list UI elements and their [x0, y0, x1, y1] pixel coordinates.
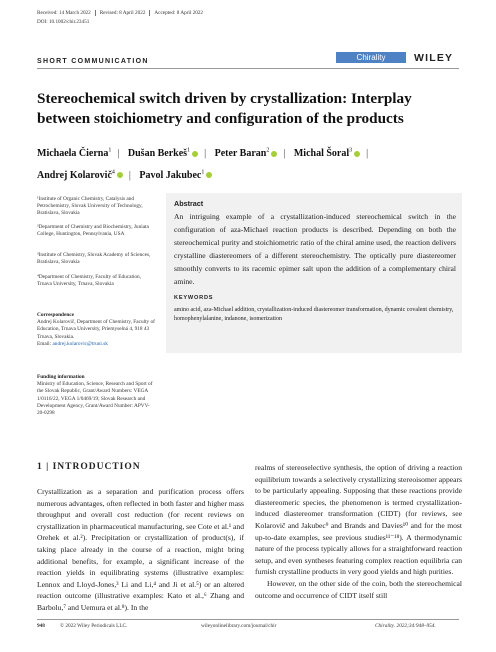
divider	[149, 10, 150, 16]
orcid-icon[interactable]	[117, 172, 123, 178]
funding-heading: Funding information	[37, 374, 85, 380]
header-rule	[37, 68, 459, 69]
funding-block	[37, 374, 155, 417]
affiliation: ⁴Department of Chemistry, Faculty of Education, Trnava University, Trnava, Slovakia	[37, 274, 142, 288]
author[interactable]: Andrej Kolarovič$^4$	[37, 170, 123, 181]
email-line: Email: andrej.kolarovic@truni.sk	[37, 340, 108, 347]
correspondence-block	[37, 312, 155, 348]
revised-date: Revised: 8 April 2022	[99, 10, 146, 16]
keywords-heading: KEYWORDS	[174, 295, 214, 301]
publisher-logo[interactable]: WILEY	[414, 52, 454, 64]
citation: Chirality. 2022;34:948–954.	[375, 623, 436, 629]
body-text-right	[255, 462, 462, 601]
article-title: Stereochemical switch driven by crystallization: Interplay between stoichiometry and configuration of the products	[37, 90, 412, 127]
author[interactable]: Michal Šoral$^3$	[294, 148, 360, 159]
page-number: 948	[37, 623, 45, 629]
author[interactable]: Dušan Berkeš$^1$	[128, 148, 198, 159]
orcid-icon[interactable]	[192, 151, 198, 157]
body-text-left: Crystallization as a separation and purification process offers numerous advantages, often reflected in both faster and higher mass throughput and overall cost reduction (for recent reviews on crystallization in pharmaceutical manufacturing, see Cote et al.¹ and Orehek et al.²). Precipitation or crystallization of product(s), if taking place already in the course of a reaction, might bring additional benefits, for example, a significant increase of the reaction yields in equilibrating systems (illustrative examples: Lennox and Lloyd-Jones,³ Li and Li,⁴ and Ji et al.⁵) or an altered reaction outcome (illustrative examples: Kato et al.,⁶ Zhang and Barbolu,⁷ and Uemura et al.⁸). In the	[37, 487, 244, 612]
email-link[interactable]: andrej.kolarovic@truni.sk	[52, 340, 108, 347]
keywords-text: amino acid, aza-Michael addition, crystallization-induced diastereomer transformation, dynamic covalent chemistry, homophenylalanine, indanone, isomerization	[174, 307, 454, 322]
correspondence-heading: Correspondence	[37, 312, 74, 318]
author[interactable]: Pavol Jakubec$^1$	[139, 170, 212, 181]
author[interactable]: Michaela Čierna$^1$	[37, 148, 112, 160]
affiliation: ¹Institute of Organic Chemistry, Catalysis and Petrochemistry, Slovak University of Technology, Bratislava, Slovakia	[37, 196, 143, 217]
orcid-icon[interactable]	[354, 151, 360, 157]
article-type: SHORT COMMUNICATION	[37, 58, 149, 65]
affiliation: ²Department of Chemistry and Biochemistry, Juniata College, Huntington, Pennsylvania, USA	[37, 224, 149, 238]
author-list: Michaela Čierna$^1$ | Dušan Berkeš$^1$ | Peter Baran$^2$ | Michal Šoral$^3$ | Andrej Kolarovič$^4$ | Pavol Jakubec$^1$	[37, 148, 369, 181]
copyright: © 2022 Wiley Periodicals LLC.	[60, 623, 128, 629]
received-date: Received: 14 March 2022	[37, 10, 91, 16]
orcid-icon[interactable]	[271, 151, 277, 157]
history-line	[37, 10, 203, 16]
affiliation: ³Institute of Chemistry, Slovak Academy of Sciences, Bratislava, Slovakia	[37, 252, 151, 266]
journal-badge[interactable]: Chirality	[336, 52, 406, 63]
doi[interactable]: DOI: 10.1002/chir.23451	[37, 19, 90, 25]
paragraph: realms of stereoselective synthesis, the option of driving a reaction equilibrium towards a selectively crystallizing stereoisomer appears to be particularly appealing. Supposing that these reactions provide diastereomeric species, the phenomenon is termed crystallization-induced diastereomer transformation (CIDT) (for reviews, see Kolarovič and Jakubec⁹ and Brands and Davies¹⁰ and for the most up-to-date examples, see previous studies¹¹⁻¹⁸). A thermodynamic nature of the process typically allows for a straightforward reaction setup, and even syntheses featuring complex reaction equilibria can furnish crystalline products in very good yields and high purities.	[255, 463, 462, 577]
abstract-heading: Abstract	[174, 199, 204, 208]
orcid-icon[interactable]	[206, 172, 212, 178]
divider	[95, 10, 96, 16]
funding-text: Ministry of Education, Science, Research and Sport of the Slovak Republic, Grant/Award Numbers: VEGA 1/0116/22, VEGA 1/0469/19; Slovak Research and Development Agency, Grant/Award Number: APVV-20-0298	[37, 381, 153, 417]
footer-rule	[37, 619, 459, 620]
journal-url[interactable]: wileyonlinelibrary.com/journal/chir	[201, 623, 277, 629]
paragraph: However, on the other side of the coin, both the stereochemical outcome and occurrence of CIDT itself still	[255, 578, 462, 600]
accepted-date: Accepted: 8 April 2022	[154, 10, 203, 16]
author[interactable]: Peter Baran$^2$	[215, 148, 278, 159]
section-heading: 1 | INTRODUCTION	[37, 462, 141, 472]
correspondence-text: Andrej Kolarovič, Department of Chemistry, Faculty of Education, Trnava University, Priemyselná 4, 918 43 Trnava, Slovakia.	[37, 319, 155, 340]
abstract-text: An intriguing example of a crystallization-induced stereochemical switch in the configuration of aza-Michael reaction products is described. Depending on both the stereochemical purity and stoichiometric ratio of the chiral amine used, the reaction delivers crystalline diastereomers of a different stereochemistry. The optically pure diastereomer smoothly converts to its racemic epimer salt upon the addition of a complementary chiral amine.	[174, 212, 456, 286]
